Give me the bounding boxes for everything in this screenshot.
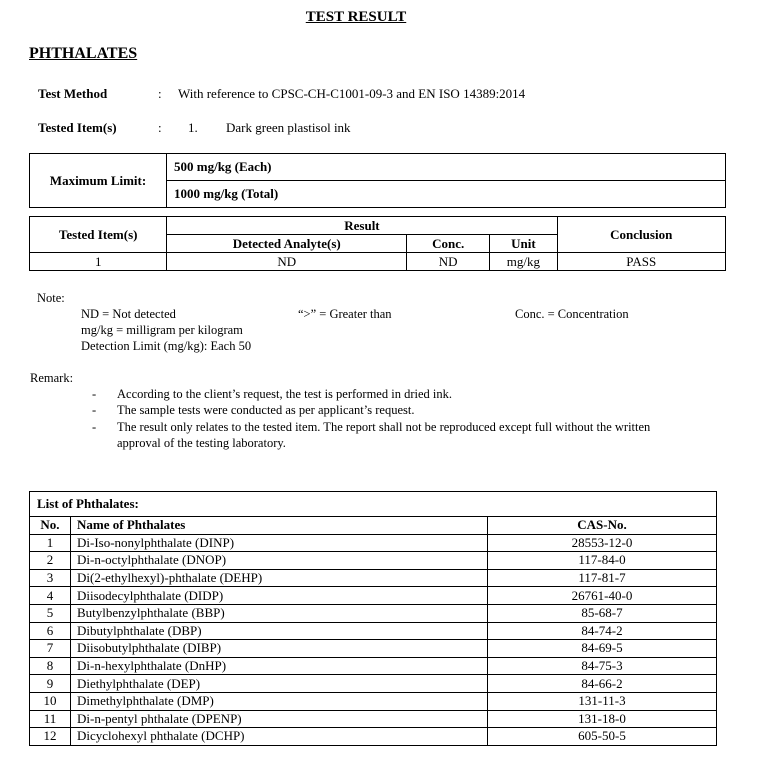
- table-row: [30, 569, 717, 587]
- page-title: TEST RESULT: [305, 9, 407, 25]
- row-name: Diethylphthalate (DEP): [71, 675, 488, 693]
- row-cas: 84-75-3: [488, 657, 717, 675]
- table-row: [30, 604, 717, 622]
- row-name: Dimethylphthalate (DMP): [71, 692, 488, 710]
- row-no: 8: [30, 657, 71, 675]
- row-name: Di-n-hexylphthalate (DnHP): [71, 657, 488, 675]
- note-greater-than: “>” = Greater than: [298, 307, 392, 321]
- row-no: 6: [30, 622, 71, 640]
- row-cas: 26761-40-0: [488, 587, 717, 605]
- col-detected: Detected Analyte(s): [167, 235, 407, 253]
- tested-items-colon: :: [158, 120, 162, 135]
- row-no: 3: [30, 569, 71, 587]
- tested-items-value: Dark green plastisol ink: [226, 120, 351, 135]
- row-no: 9: [30, 675, 71, 693]
- row-no: 5: [30, 604, 71, 622]
- table-row: [30, 552, 717, 570]
- row-name: Diisodecylphthalate (DIDP): [71, 587, 488, 605]
- remark-bullet: -: [92, 403, 97, 417]
- row-name: Di-Iso-nonylphthalate (DINP): [71, 534, 488, 552]
- remark-item: The sample tests were conducted as per applicant’s request.: [117, 403, 415, 417]
- row-cas: 84-66-2: [488, 675, 717, 693]
- test-method-colon: :: [158, 86, 162, 101]
- row-name: Dicyclohexyl phthalate (DCHP): [71, 728, 488, 746]
- row-name: Diisobutylphthalate (DIBP): [71, 640, 488, 658]
- row-cas: 84-74-2: [488, 622, 717, 640]
- test-method-value: With reference to CPSC-CH-C1001-09-3 and EN ISO 14389:2014: [178, 86, 526, 101]
- row-name: Di-n-octylphthalate (DNOP): [71, 552, 488, 570]
- note-detection-limit: Detection Limit (mg/kg): Each 50: [81, 339, 252, 353]
- note-label: Note:: [37, 291, 65, 305]
- result-table: [29, 216, 726, 271]
- row-name: Dibutylphthalate (DBP): [71, 622, 488, 640]
- row-no: 12: [30, 728, 71, 746]
- row-no: 1: [30, 534, 71, 552]
- result-unit: mg/kg: [490, 253, 557, 271]
- row-name: Di-n-pentyl phthalate (DPENP): [71, 710, 488, 728]
- result-item: 1: [30, 253, 167, 271]
- row-cas: 28553-12-0: [488, 534, 717, 552]
- row-no: 4: [30, 587, 71, 605]
- result-detected: ND: [167, 253, 407, 271]
- note-nd: ND = Not detected: [81, 307, 176, 321]
- remark-item: approval of the testing laboratory.: [117, 436, 286, 450]
- table-row: [30, 622, 717, 640]
- row-no: 11: [30, 710, 71, 728]
- col-name: Name of Phthalates: [71, 517, 488, 535]
- table-row: [30, 692, 717, 710]
- tested-items-number: 1.: [188, 120, 198, 135]
- table-row: [30, 534, 717, 552]
- col-cas: CAS-No.: [488, 517, 717, 535]
- col-conc: Conc.: [407, 235, 490, 253]
- col-result: Result: [167, 217, 557, 235]
- row-cas: 131-11-3: [488, 692, 717, 710]
- note-conc: Conc. = Concentration: [515, 307, 629, 321]
- test-method-label: Test Method: [38, 86, 108, 101]
- result-conc: ND: [407, 253, 490, 271]
- remark-label: Remark:: [30, 371, 74, 385]
- section-heading: PHTHALATES: [29, 45, 138, 62]
- row-cas: 85-68-7: [488, 604, 717, 622]
- remark-item: The result only relates to the tested item. The report shall not be reproduced except full without the written: [117, 420, 651, 434]
- remark-bullet: -: [92, 387, 97, 401]
- table-row: [30, 710, 717, 728]
- result-conclusion: PASS: [557, 253, 726, 271]
- row-name: Di(2-ethylhexyl)-phthalate (DEHP): [71, 569, 488, 587]
- row-cas: 84-69-5: [488, 640, 717, 658]
- table-row: [30, 640, 717, 658]
- col-conclusion: Conclusion: [557, 217, 726, 253]
- table-row: [30, 657, 717, 675]
- row-cas: 605-50-5: [488, 728, 717, 746]
- table-row: [30, 675, 717, 693]
- row-name: Butylbenzylphthalate (BBP): [71, 604, 488, 622]
- maximum-limit-label: Maximum Limit:: [30, 154, 167, 208]
- col-tested-item: Tested Item(s): [30, 217, 167, 253]
- remark-item: According to the client’s request, the test is performed in dried ink.: [117, 387, 452, 401]
- maximum-limit-table: [29, 153, 726, 208]
- row-cas: 117-84-0: [488, 552, 717, 570]
- col-no: No.: [30, 517, 71, 535]
- note-mgkg: mg/kg = milligram per kilogram: [81, 323, 243, 337]
- remark-bullet: -: [92, 420, 97, 434]
- row-cas: 117-81-7: [488, 569, 717, 587]
- row-no: 7: [30, 640, 71, 658]
- table-row: [30, 587, 717, 605]
- col-unit: Unit: [490, 235, 557, 253]
- phthalates-title: List of Phthalates:: [30, 492, 717, 517]
- result-row: [30, 253, 726, 271]
- row-no: 10: [30, 692, 71, 710]
- table-row: [30, 728, 717, 746]
- phthalates-table: [29, 491, 717, 746]
- maximum-limit-total: 1000 mg/kg (Total): [167, 181, 726, 208]
- maximum-limit-each: 500 mg/kg (Each): [167, 154, 726, 181]
- row-no: 2: [30, 552, 71, 570]
- tested-items-label: Tested Item(s): [38, 120, 117, 135]
- row-cas: 131-18-0: [488, 710, 717, 728]
